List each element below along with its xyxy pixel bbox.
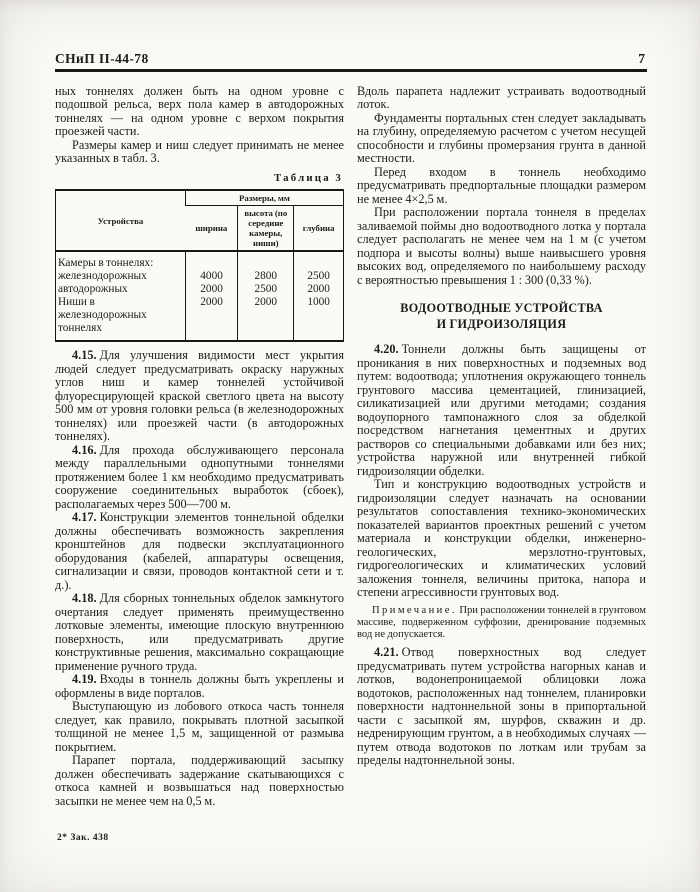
paragraph-number: 4.15.: [72, 348, 97, 362]
cell-width: 4000: [185, 270, 237, 283]
paragraph: [55, 700, 344, 754]
cell-depth: 2000: [294, 283, 344, 296]
paragraph-text: ных тоннелях должен быть на одном уровне с подошвой рельса, верх пола камер в автодорожных тоннелях — на одном уровне с верхом покрытия проезжей части.: [55, 84, 344, 138]
paragraph-text: Тип и конструкцию водоотводных устройств и гидроизоляции следует назначать на основании результатов сопоставления технико-экономических показателей вариантов проектных решений с учетом материала и конструкции обделки, инженерно-геологических, мерзлотно-грунтовых, гидрогеологических и климатических условий заложения тоннеля, величины притока, напора и степени агрессивности грунтовых вод.: [357, 477, 646, 599]
row-label: Ниши в железнодорожных тоннелях: [58, 296, 147, 334]
paragraph-4-16: [55, 444, 344, 512]
paragraph-4-17: [55, 511, 344, 592]
dimensions-table: [55, 189, 344, 342]
paragraph-number: 4.21.: [374, 645, 399, 660]
cell-width: [185, 251, 237, 270]
paragraph-4-21: [357, 646, 646, 768]
table-row: [56, 270, 344, 283]
row-label: Камеры в тоннелях:: [58, 257, 154, 269]
table-row: [56, 283, 344, 296]
cell-width: 2000: [185, 283, 237, 296]
column-header-depth: глубина: [294, 206, 344, 252]
cell-height: 2800: [238, 270, 294, 283]
cell-width: 2000: [185, 296, 237, 341]
paragraph: [357, 206, 646, 287]
print-footer: 2* Зак. 438: [57, 832, 109, 843]
table-row: [56, 251, 344, 270]
paragraph-continuation: [55, 85, 344, 139]
cell-height: 2500: [238, 283, 294, 296]
paragraph-continuation: [357, 85, 646, 112]
paragraph: [357, 112, 646, 166]
paragraph-4-18: [55, 592, 344, 673]
row-label: автодорожных: [58, 283, 128, 295]
paragraph: [55, 139, 344, 166]
paragraph-number: 4.16.: [72, 442, 97, 457]
cell-height: [238, 251, 294, 270]
paragraph-4-19: [55, 673, 344, 700]
cell-height: 2000: [238, 296, 294, 341]
paragraph-number: 4.20.: [374, 342, 399, 356]
paragraph-text: Перед входом в тоннель необходимо предусматривать предпортальные площадки размером не менее 4×2,5 м.: [357, 164, 646, 206]
paragraph-text: При расположении портала тоннеля в пределах заливаемой поймы дно водоотводного лотка у портала следует располагать не менее чем на 1 м (с учетом подпора и высоты волны) выше наивысшего уровня высоких вод, определяемого по наибольшему расходу с вероятностью превышения 1 : 300 (0,33 %).: [357, 205, 646, 287]
note-paragraph: [357, 605, 646, 642]
content-columns: [55, 85, 647, 823]
column-group-header-sizes: Размеры, мм: [185, 190, 343, 206]
column-header-devices: Устройства: [97, 215, 144, 226]
document-code: СНиП II-44-78: [55, 51, 149, 66]
paragraph-text: Для прохода обслуживающего персонала между параллельными однопутными тоннелями протяжением более 1 км необходимо предусматривать сооружение соединительных выработок (сбоек), располагаемых через 500—700 м.: [55, 442, 344, 511]
column-header-width: ширина: [195, 223, 228, 233]
paragraph-text: Размеры камер и ниш следует принимать не менее указанных в табл. 3.: [55, 137, 344, 165]
section-heading: [357, 300, 646, 332]
page-number: 7: [638, 51, 645, 66]
cell-depth: 2500: [294, 270, 344, 283]
paragraph-text: Парапет портала, поддерживающий засыпку должен обеспечивать задержание скатывающихся с откоса камней и возвышаться над поверхностью засыпки не менее чем на 0,5 м.: [55, 753, 344, 808]
paragraph-text: Тоннели должны быть защищены от проникания в них поверхностных и подземных вод путем: водоотвода; уплотнения окружающего тоннель грунтового массива цементацией, глинизацией, силикатизацией или другими методами; создания водоупорного тампонажного слоя за обделкой посредством нагнетания цементных и других растворов со специальными добавками или без них; устройства наружной или внутренней гибкой гидроизоляции обделки.: [357, 342, 646, 478]
paragraph-number: 4.17.: [72, 510, 97, 524]
paragraph-text: Входы в тоннель должны быть укреплены и оформлены в виде порталов.: [55, 672, 344, 700]
column-header-height: высота (по середине камеры, ниши): [238, 206, 294, 252]
paragraph-4-15: [55, 349, 344, 444]
paragraph: [55, 754, 344, 808]
paragraph-number: 4.18.: [72, 591, 97, 605]
table-row: [56, 296, 344, 341]
paragraph-number: 4.19.: [72, 672, 97, 686]
paragraph-text: Для сборных тоннельных обделок замкнутого очертания следует применять преимущественно лотковые элементы, имеющие плоскую внутреннюю поверхность, или предусматривать другие конструктивные решения, максимально сокращающие применение ручного труда.: [55, 591, 344, 673]
row-label: железнодорожных: [58, 270, 147, 282]
paragraph: [357, 478, 646, 600]
paragraph: [357, 166, 646, 207]
paragraph-text: Фундаменты портальных стен следует закладывать на глубину, определяемую расчетом с учетом несущей способности и глубины промерзания грунта в данной местности.: [357, 110, 646, 165]
paragraph-4-20: [357, 343, 646, 478]
note-label: Примечание.: [372, 604, 457, 616]
cell-depth: [294, 251, 344, 270]
paragraph-text: Вдоль парапета надлежит устраивать водоотводный лоток.: [357, 84, 646, 111]
cell-depth: 1000: [294, 296, 344, 341]
paragraph-text: Выступающую из лобового откоса часть тоннеля следует, как правило, покрывать плотной засыпкой толщиной не менее 1,5 м, защищенной от размыва покрытием.: [55, 699, 344, 754]
page-header: [55, 52, 647, 72]
note-text: При расположении тоннелей в грунтовом массиве, подверженном суффозии, дренирование подземных вод не допускается.: [357, 604, 647, 640]
table-caption: Таблица 3: [274, 171, 343, 184]
table-header: [56, 190, 344, 251]
right-column: [357, 85, 646, 823]
section-heading-line-1: ВОДООТВОДНЫЕ УСТРОЙСТВА: [400, 301, 603, 315]
section-heading-line-2: И ГИДРОИЗОЛЯЦИЯ: [436, 317, 567, 331]
paragraph-text: Для улучшения видимости мест укрытия людей следует предусматривать окраску наружных углов ниш и камер тоннелей устойчивой флуоресцирующей краской светлого цвета на высоту 500 мм от уровня головки рельса (в железнодорожных тоннелях) или проезжей части (в автодорожных тоннелях).: [55, 348, 344, 443]
paragraph-text: Конструкции элементов тоннельной обделки должны обеспечивать возможность закрепления кронштейнов для подвески эксплуатационного оборудования (кабелей, аппаратуры освещения, сигнализации и связи, проводов контактной сети и т. д.).: [55, 510, 344, 592]
paragraph-text: Отвод поверхностных вод следует предусматривать путем устройства нагорных канав и лотков, водонепроницаемой облицовки ложа водотоков, расположенных над тоннелем, планировки поверхности надтоннельной зоны в припортальной части с засыпкой ям, шурфов, скважин и др. недренирующим грунтом, а в необходимых случаях — путем отвода водотоков по лоткам или трубам за пределы надтоннельной зоны.: [357, 645, 646, 768]
left-column: [55, 85, 344, 823]
